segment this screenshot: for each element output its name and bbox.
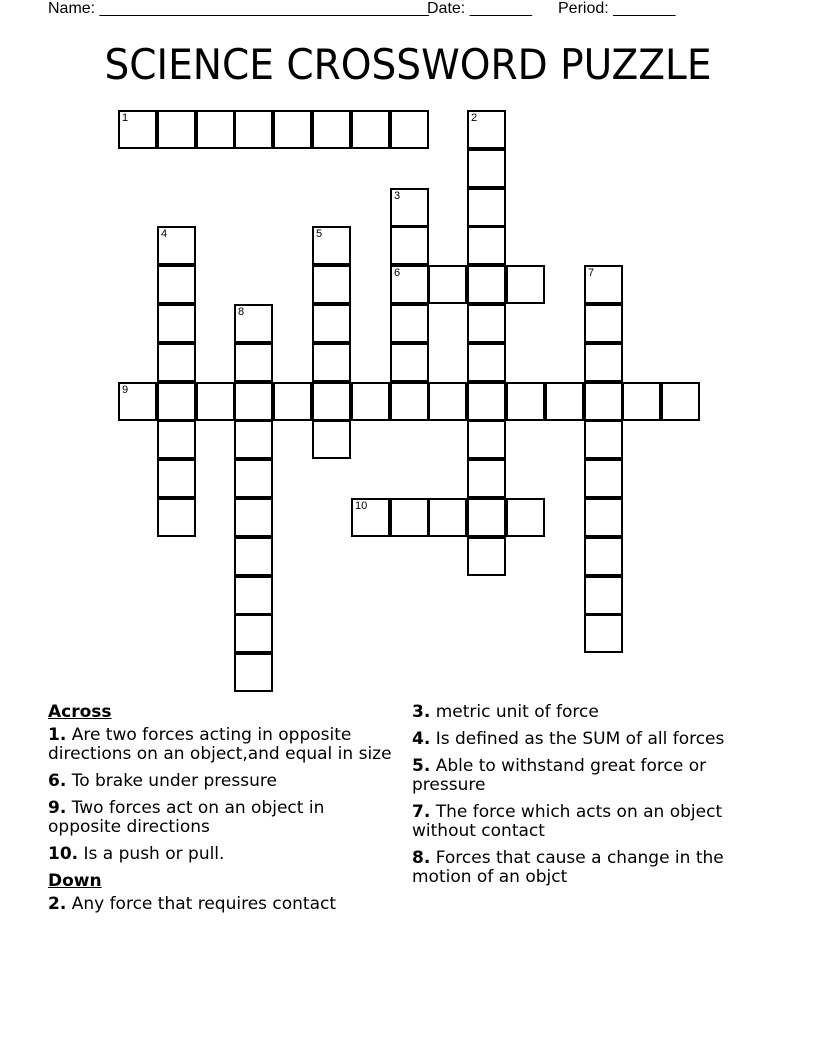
clue-across-10 — [48, 845, 393, 864]
crossword-cell[interactable] — [584, 614, 623, 653]
crossword-cell[interactable] — [467, 537, 506, 576]
crossword-cell[interactable] — [351, 110, 390, 149]
crossword-cell[interactable] — [390, 382, 429, 421]
crossword-cell[interactable] — [390, 343, 429, 382]
clue-number: 7. — [412, 802, 431, 822]
clue-across-9 — [48, 799, 393, 837]
crossword-cell[interactable] — [584, 304, 623, 343]
cell-number: 8 — [238, 306, 245, 318]
crossword-cell[interactable] — [351, 382, 390, 421]
crossword-cell[interactable] — [234, 653, 273, 692]
clue-text: Forces that cause a change in the motion of an objct — [412, 848, 724, 887]
crossword-cell[interactable] — [118, 110, 157, 149]
crossword-cell[interactable] — [157, 420, 196, 459]
puzzle-title: SCIENCE CROSSWORD PUZZLE — [104, 40, 712, 89]
clue-text: metric unit of force — [435, 702, 599, 722]
clue-number: 10. — [48, 844, 79, 864]
crossword-cell[interactable] — [312, 110, 351, 149]
clue-number: 4. — [412, 729, 431, 749]
clue-across-1 — [48, 726, 393, 764]
crossword-cell[interactable] — [467, 382, 506, 421]
crossword-cell[interactable] — [157, 343, 196, 382]
clue-number: 2. — [48, 894, 67, 914]
crossword-cell[interactable] — [273, 110, 312, 149]
crossword-cell[interactable] — [234, 459, 273, 498]
crossword-cell[interactable] — [467, 498, 506, 537]
crossword-cell[interactable] — [584, 576, 623, 615]
crossword-cell[interactable] — [157, 226, 196, 265]
crossword-cell[interactable] — [157, 382, 196, 421]
clue-text: Two forces act on an object in opposite directions — [48, 798, 325, 837]
crossword-cell[interactable] — [312, 420, 351, 459]
name-field[interactable]: Name: _____________________________________ — [48, 0, 429, 17]
clue-down-8 — [412, 849, 757, 887]
crossword-cell[interactable] — [118, 382, 157, 421]
clue-number: 9. — [48, 798, 67, 818]
clue-number: 3. — [412, 702, 431, 722]
crossword-cell[interactable] — [584, 343, 623, 382]
date-field[interactable]: Date: _______ — [427, 0, 532, 17]
crossword-cell[interactable] — [234, 420, 273, 459]
crossword-cell[interactable] — [234, 343, 273, 382]
cell-number: 4 — [161, 228, 168, 240]
clue-number: 5. — [412, 756, 431, 776]
crossword-cell[interactable] — [234, 110, 273, 149]
crossword-cell[interactable] — [428, 498, 467, 537]
crossword-cell[interactable] — [312, 382, 351, 421]
crossword-cell[interactable] — [584, 459, 623, 498]
crossword-cell[interactable] — [196, 110, 235, 149]
crossword-cell[interactable] — [584, 382, 623, 421]
crossword-cell[interactable] — [234, 304, 273, 343]
crossword-cell[interactable] — [467, 304, 506, 343]
clue-across-6 — [48, 772, 393, 791]
crossword-cell[interactable] — [622, 382, 661, 421]
crossword-cell[interactable] — [467, 110, 506, 149]
crossword-cell[interactable] — [390, 498, 429, 537]
crossword-cell[interactable] — [312, 343, 351, 382]
crossword-cell[interactable] — [234, 498, 273, 537]
crossword-cell[interactable] — [157, 304, 196, 343]
clue-number: 8. — [412, 848, 431, 868]
cell-number: 3 — [394, 190, 401, 202]
cell-number: 5 — [316, 228, 323, 240]
crossword-cell[interactable] — [545, 382, 584, 421]
cell-number: 2 — [471, 112, 478, 124]
clue-text: Able to withstand great force or pressure — [412, 756, 707, 795]
crossword-cell[interactable] — [351, 498, 390, 537]
crossword-cell[interactable] — [234, 537, 273, 576]
crossword-cell[interactable] — [157, 265, 196, 304]
crossword-cell[interactable] — [428, 382, 467, 421]
crossword-cell[interactable] — [196, 382, 235, 421]
crossword-cell[interactable] — [234, 382, 273, 421]
clue-down-2 — [48, 895, 393, 914]
crossword-cell[interactable] — [390, 110, 429, 149]
crossword-cell[interactable] — [467, 226, 506, 265]
crossword-cell[interactable] — [467, 343, 506, 382]
crossword-cell[interactable] — [506, 498, 545, 537]
crossword-cell[interactable] — [467, 188, 506, 227]
clue-number: 6. — [48, 771, 67, 791]
clue-text: The force which acts on an object without contact — [412, 802, 723, 841]
clue-down-5 — [412, 757, 757, 795]
cell-number: 10 — [355, 500, 368, 512]
clue-text: To brake under pressure — [71, 771, 277, 791]
crossword-cell[interactable] — [467, 420, 506, 459]
crossword-cell[interactable] — [467, 265, 506, 304]
crossword-cell[interactable] — [234, 576, 273, 615]
crossword-cell[interactable] — [584, 265, 623, 304]
crossword-cell[interactable] — [234, 614, 273, 653]
crossword-cell[interactable] — [312, 265, 351, 304]
crossword-cell[interactable] — [273, 382, 312, 421]
cell-number: 6 — [394, 267, 401, 279]
crossword-cell[interactable] — [390, 265, 429, 304]
across-heading: Across — [48, 702, 112, 722]
crossword-cell[interactable] — [428, 265, 467, 304]
crossword-cell[interactable] — [661, 382, 700, 421]
clue-text: Is a push or pull. — [83, 844, 225, 864]
crossword-cell[interactable] — [157, 498, 196, 537]
down-heading: Down — [48, 871, 102, 891]
crossword-cell[interactable] — [312, 304, 351, 343]
clues-column-left — [48, 703, 393, 922]
crossword-cell[interactable] — [467, 149, 506, 188]
clue-down-4 — [412, 730, 757, 749]
crossword-cell[interactable] — [584, 420, 623, 459]
crossword-cell[interactable] — [584, 537, 623, 576]
crossword-cell[interactable] — [467, 459, 506, 498]
cell-number: 9 — [122, 384, 129, 396]
cell-number: 1 — [122, 112, 129, 124]
crossword-cell[interactable] — [390, 304, 429, 343]
clue-number: 1. — [48, 725, 67, 745]
crossword-cell[interactable] — [157, 459, 196, 498]
clues-column-right — [412, 703, 757, 895]
clue-text: Is defined as the SUM of all forces — [435, 729, 725, 749]
cell-number: 7 — [588, 267, 595, 279]
clue-text: Any force that requires contact — [71, 894, 337, 914]
crossword-cell[interactable] — [390, 226, 429, 265]
crossword-cell[interactable] — [584, 498, 623, 537]
clue-down-7 — [412, 803, 757, 841]
clue-text: Are two forces acting in opposite directions on an object,and equal in size — [48, 725, 392, 764]
crossword-cell[interactable] — [390, 188, 429, 227]
crossword-cell[interactable] — [312, 226, 351, 265]
crossword-cell[interactable] — [506, 382, 545, 421]
crossword-cell[interactable] — [157, 110, 196, 149]
period-field[interactable]: Period: _______ — [558, 0, 676, 17]
crossword-cell[interactable] — [506, 265, 545, 304]
clue-down-3 — [412, 703, 757, 722]
